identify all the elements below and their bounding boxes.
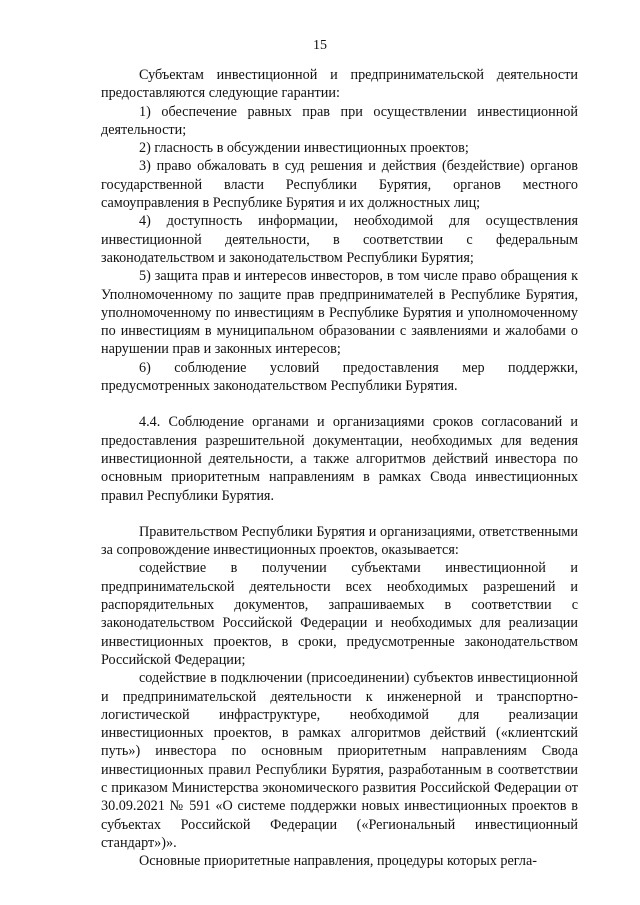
document-section [101,523,578,871]
page-number: 15 [313,38,327,53]
paragraph: Субъектам инвестиционной и предпринимательской деятельности предоставляются следующие гарантии: [101,67,578,102]
paragraph: 4.4. Соблюдение органами и организациями сроков согласований и предоставления разрешительной документации, необходимых для ведения инвестиционной деятельности, а также алгоритмов действий инвестора по основным приоритетным направлениям в рамках Свода инвестиционных правил Республики Бурятия. [101,414,578,504]
paragraph: 5) защита прав и интересов инвесторов, в том числе право обращения к Уполномоченному по защите прав предпринимателей в Республике Бурятия, уполномоченному по инвестициям в Республике Бурятия и уполномоченному по инвестициям в муниципальном образовании с заявлениями и жалобами о нарушении прав и законных интересов; [101,268,578,358]
paragraph: 6) соблюдение условий предоставления мер поддержки, предусмотренных законодательством Республики Бурятия. [101,359,578,395]
document-section [101,413,578,504]
paragraph: содействие в получении субъектами инвестиционной и предпринимательской деятельности всех необходимых разрешений и распорядительных документов, запрашиваемых в соответствии с законодательством Российской Федерации и необходимых для реализации инвестиционных проектов, в сроки, предусмотренные законодательством Российской Федерации; [101,560,578,668]
section-gap [101,395,578,413]
paragraph: Правительством Республики Бурятия и организациями, ответственными за сопровождение инвестиционных проектов, оказывается: [101,523,578,559]
paragraph: Основные приоритетные направления, процедуры которых регла- [139,853,538,870]
paragraph: содействие в подключении (присоединении) субъектов инвестиционной и предпринимательской деятельности к инженерной и транспортно-логистической инфраструктуре, необходимой для реализации инвестиционных проектов, в рамках алгоритмов действий («клиентский путь») инвестора по основным приоритетным направлениям Свода инвестиционных правил Республики Бурятия, разработанным в соответствии с приказом Министерства экономического развития Российской Федерации от 30.09.2021 № 591 «О системе поддержки новых инвестиционных проектов в субъектах Российской Федерации («Региональный инвестиционный стандарт»)». [101,670,578,851]
document-section [101,66,578,395]
paragraph: 2) гласность в обсуждении инвестиционных проектов; [139,140,469,157]
paragraph: 3) право обжаловать в суд решения и действия (бездействие) органов государственной власти Республики Бурятия, органов местного самоуправления в Республике Бурятия и их должностных лиц; [101,158,578,212]
document-body [101,66,578,870]
paragraph: 1) обеспечение равных прав при осуществлении инвестиционной деятельности; [101,103,578,138]
section-gap [101,505,578,523]
paragraph: 4) доступность информации, необходимой для осуществления инвестиционной деятельности, в соответствии с федеральным законодательством и законодательством Республики Бурятия; [101,213,578,266]
